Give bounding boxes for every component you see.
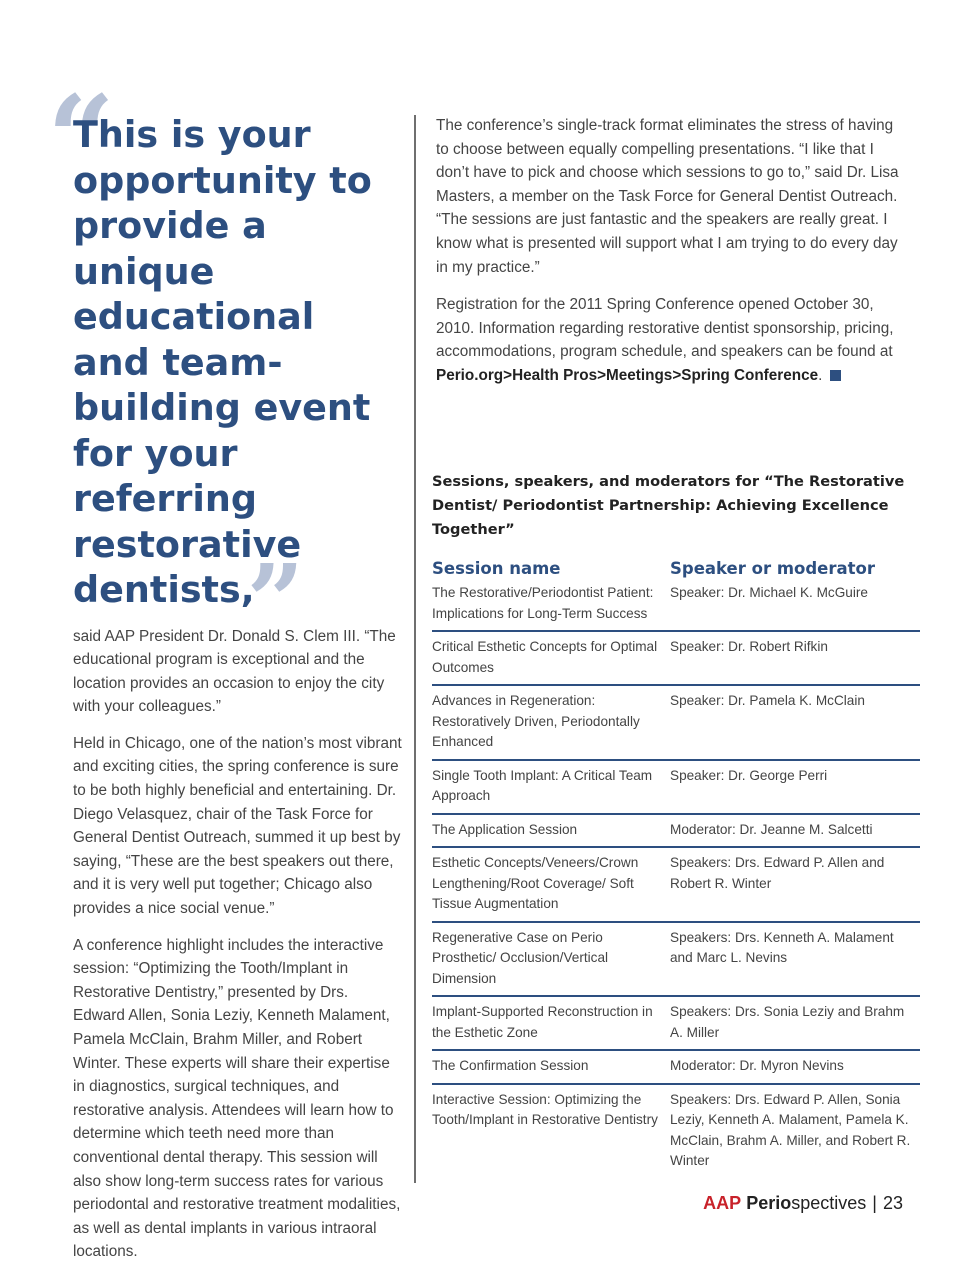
right-paragraph-2 [436, 293, 906, 387]
open-quote-icon: “ [47, 69, 115, 208]
session-cell: Interactive Session: Optimizing the Tooth/Implant in Restorative Dentistry [432, 1091, 658, 1127]
right-paragraph-1: The conference’s single-track format eliminates the stress of having to choose between equally compelling presentations. “I like that I don’t have to pick and choose which sessions to go to,” said Dr. Lisa Masters, a member on the Task Force for General Dentist Outreach. “The sessions are just fantastic and the speakers are really great. I know what is presented will support what I am trying to do every day in my practice.” [436, 117, 899, 276]
speaker-cell: Speaker: Dr. Michael K. McGuire [670, 585, 868, 600]
table-row [432, 997, 920, 1051]
end-mark-icon [830, 370, 841, 381]
table-row [432, 1085, 920, 1178]
registration-text: Registration for the 2011 Spring Conference opened October 30, 2010. Information regarding restorative dentist sponsorship, pricing, accommodations, program schedule, and speakers can be found at [436, 296, 894, 361]
table-row [432, 1051, 920, 1085]
speaker-cell: Speakers: Drs. Kenneth A. Malament and Marc L. Nevins [670, 929, 894, 965]
header-session-name: Session name [432, 559, 561, 578]
header-speaker: Speaker or moderator [670, 559, 876, 578]
table-row [432, 848, 920, 923]
table-row [432, 632, 920, 686]
speaker-cell: Speaker: Dr. George Perri [670, 767, 828, 783]
page-footer [703, 1193, 903, 1214]
speaker-cell: Speakers: Drs. Edward P. Allen and Robert R. Winter [670, 855, 885, 891]
sessions-table [432, 470, 920, 1178]
pull-quote [73, 112, 403, 660]
left-paragraph-2: Held in Chicago, one of the nation’s most vibrant and exciting cities, the spring conference is sure to be both highly beneficial and entertaining. Dr. Diego Velasquez, chair of the Task Force for General Dentist Outreach, summed it up best by saying, “These are the best speakers out there, and it is very well put together; Chicago also provides a nice social venue.” [73, 734, 402, 918]
pull-quote-block [47, 69, 403, 660]
session-cell: Advances in Regeneration: Restoratively Driven, Periodontally Enhanced [432, 693, 640, 749]
table-row [432, 578, 920, 632]
session-cell: Esthetic Concepts/Veneers/Crown Lengthening/Root Coverage/ Soft Tissue Augmentation [432, 855, 639, 911]
left-paragraph-3: A conference highlight includes the interactive session: “Optimizing the Tooth/Implant in Restorative Dentistry,” presented by Drs. Edward Allen, Sonia Leziy, Kenneth Malament, Pamela McClain, Brahm Miller, and Robert Winter. These experts will share their expertise in diagnostics, surgical techniques, and restorative analysis. Attendees will learn how to determine which teeth need more than conventional dental therapy. This session will also show long-term success rates for various periodontal and restorative treatment modalities, as well as dental implants in various intraoral locations. [73, 936, 401, 1261]
table-row [432, 761, 920, 815]
session-cell: The Confirmation Session [432, 1058, 589, 1073]
link-suffix: . [818, 366, 823, 384]
right-column [436, 114, 906, 402]
session-cell: Critical Esthetic Concepts for Optimal Outcomes [432, 639, 658, 675]
table-row [432, 686, 920, 761]
left-column [47, 69, 403, 1277]
speaker-cell: Moderator: Dr. Jeanne M. Salcetti [670, 821, 873, 837]
pull-quote-text: This is your opportunity to provide a unique educational and team-building event for your referring restorative dentists, [73, 113, 372, 611]
session-cell: Single Tooth Implant: A Critical Team Approach [432, 767, 653, 803]
close-quote-icon: ” [246, 542, 305, 660]
table-row [432, 923, 920, 998]
session-cell: Regenerative Case on Perio Prosthetic/ Occlusion/Vertical Dimension [432, 929, 609, 986]
speaker-cell: Speakers: Drs. Sonia Leziy and Brahm A. Miller [670, 1004, 905, 1040]
table-title: Sessions, speakers, and moderators for “The Restorative Dentist/ Periodontist Partnership: Achieving Excellence Together” [432, 473, 905, 538]
session-cell: The Restorative/Periodontist Patient: Implications for Long-Term Success [432, 585, 654, 621]
footer-separator: | [872, 1193, 877, 1213]
session-cell: Implant-Supported Reconstruction in the Esthetic Zone [432, 1004, 653, 1040]
brand-perio: Perio [746, 1193, 792, 1213]
brand-aap: AAP [703, 1193, 742, 1213]
column-divider [414, 115, 416, 1183]
table-header [432, 552, 920, 578]
speaker-cell: Speaker: Dr. Pamela K. McClain [670, 693, 865, 708]
speaker-cell: Speaker: Dr. Robert Rifkin [670, 639, 828, 654]
speaker-cell: Moderator: Dr. Myron Nevins [670, 1058, 844, 1073]
brand-spectives: spectives [791, 1193, 867, 1213]
left-paragraph-1: said AAP President Dr. Donald S. Clem III. “The educational program is exceptional and the location provides an occasion to enjoy the city with your colleagues.” [73, 627, 396, 716]
speaker-cell: Speakers: Drs. Edward P. Allen, Sonia Leziy, Kenneth A. Malament, Pamela K. McClain, Brahm A. Miller, and Robert R. Winter [670, 1091, 911, 1168]
session-cell: The Application Session [432, 821, 578, 837]
table-row [432, 815, 920, 849]
spring-conference-link[interactable]: Perio.org>Health Pros>Meetings>Spring Conference [436, 366, 819, 384]
page-number: 23 [882, 1193, 903, 1213]
